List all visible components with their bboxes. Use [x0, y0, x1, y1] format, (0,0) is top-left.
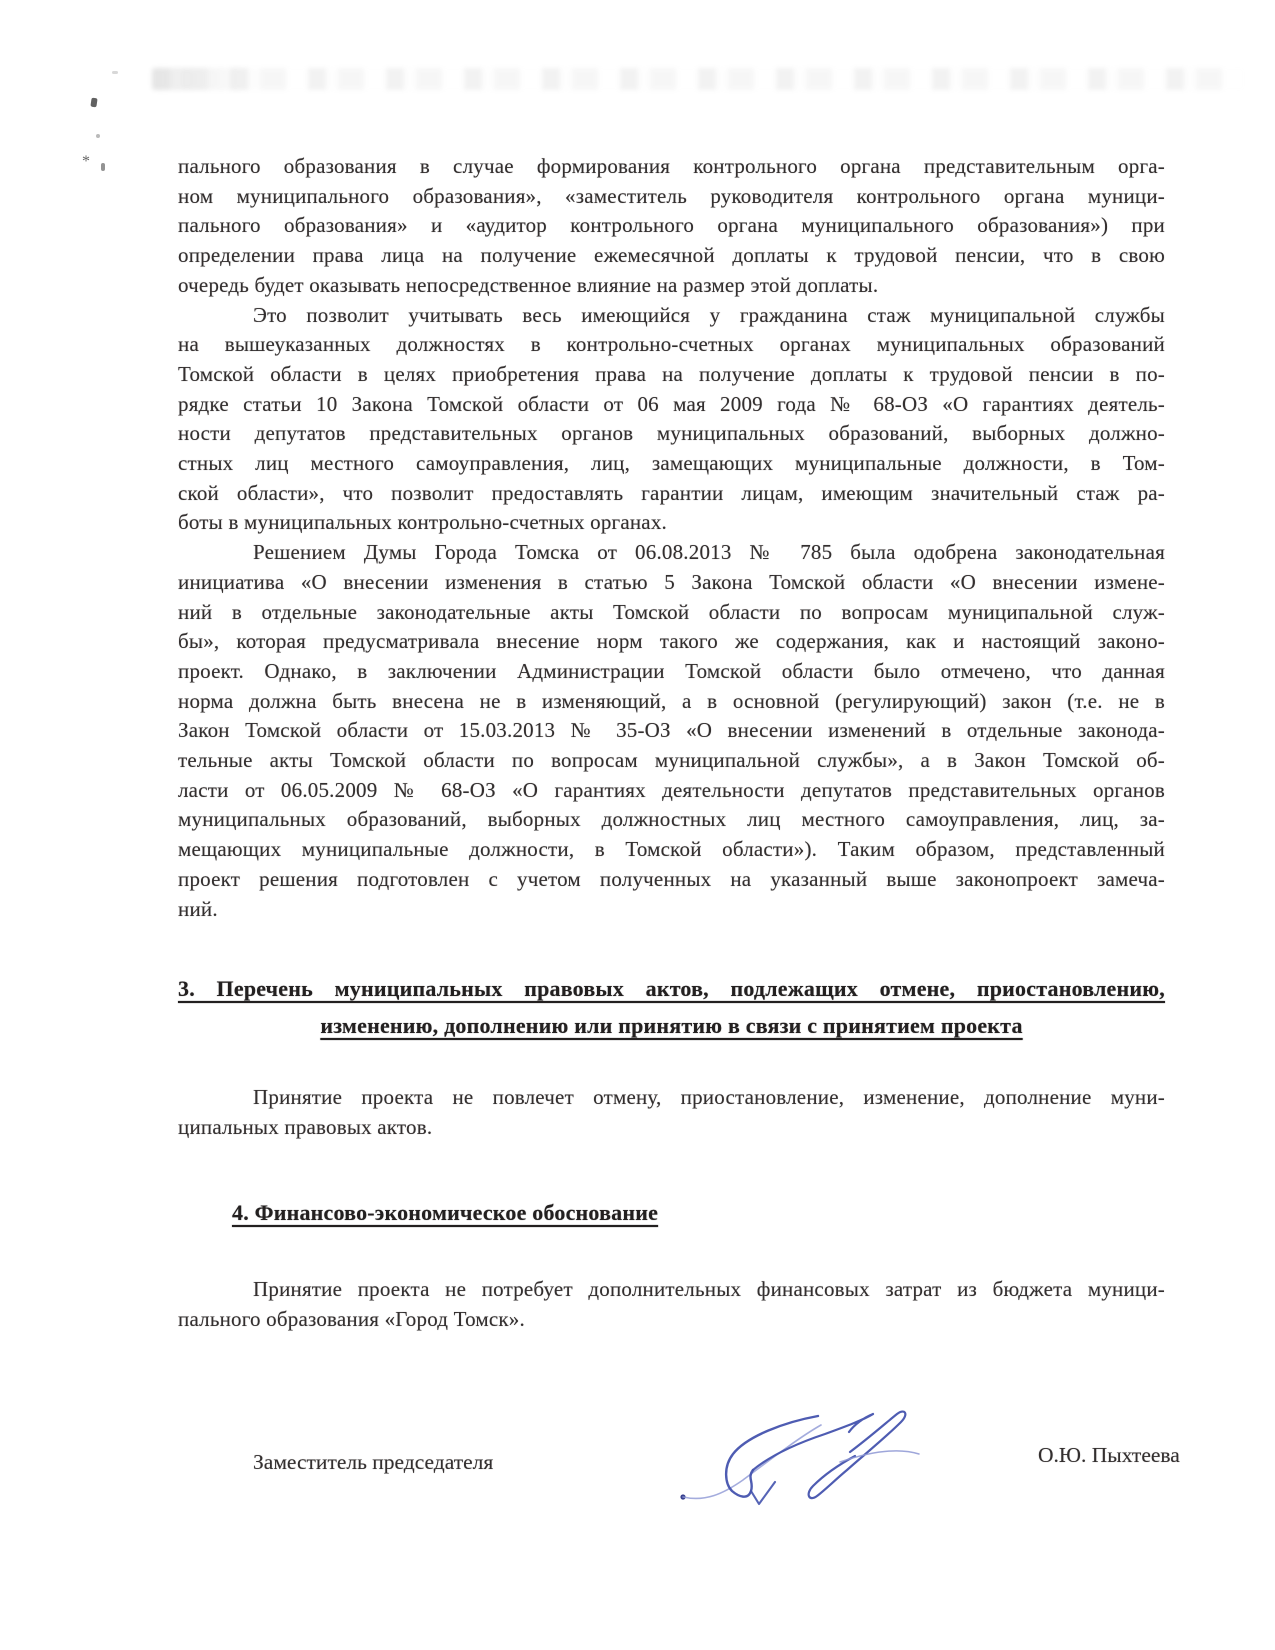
text-line: Принятие проекта не повлечет отмену, приостановление, изменение, дополнение муни-	[253, 1085, 1165, 1109]
text-line: ской области», что позволит предоставлять гарантии лицам, имеющим значительный стаж ра-	[178, 480, 1165, 505]
text-line: ности депутатов представительных органов муниципальных образований, выборных должно-	[178, 421, 1165, 446]
signature-stroke	[840, 1451, 919, 1462]
text-line: мещающих муниципальные должности, в Томской области»). Таким образом, представленный	[178, 837, 1165, 862]
scan-ghost-band	[152, 68, 1244, 90]
text-line: тельные акты Томской области по вопросам муниципальной службы», а в Закон Томской об-	[178, 748, 1165, 773]
text-line: норма должна быть внесена не в изменяющий, а в основной (регулирующий) закон (т.е. не в	[178, 688, 1165, 713]
section-4-heading	[232, 1198, 1165, 1228]
signer-name: О.Ю. Пыхтеева	[1038, 1443, 1180, 1467]
text-line: Томской области в целях приобретения права на получение доплаты к трудовой пенсии в по-	[178, 361, 1165, 386]
text-line: стных лиц местного самоуправления, лиц, замещающих муниципальные должности, в Том-	[178, 451, 1165, 476]
text-line: ласти от 06.05.2009 № 68-ОЗ «О гарантиях деятельности депутатов представительных органов	[178, 777, 1165, 802]
text-line: инициатива «О внесении изменения в статью 5 Закона Томской области «О внесении измене-	[178, 569, 1165, 594]
text-line: ний в отдельные законодательные акты Томской области по вопросам муниципальной служ-	[178, 599, 1165, 624]
text-line: на вышеуказанных должностях в контрольно-счетных органах муниципальных образований	[178, 332, 1165, 357]
text-line: Это позволит учитывать весь имеющийся у гражданина стаж муниципальной службы	[253, 302, 1165, 327]
signer-position-label: Заместитель председателя	[253, 1450, 494, 1474]
text-line: пального образования «Город Томск».	[178, 1306, 525, 1331]
text-line: пального образования в случае формирования контрольного органа представительным орга-	[178, 154, 1165, 178]
text-line: Принятие проекта не потребует дополнительных финансовых затрат из бюджета муници-	[253, 1277, 1165, 1301]
text-line: боты в муниципальных контрольно-счетных органах.	[178, 510, 667, 535]
section-4-heading-text: 4. Финансово-экономическое обоснование	[232, 1200, 659, 1225]
text-line: пального образования» и «аудитор контрольного органа муниципального образования») при	[178, 213, 1165, 238]
scan-asterisk-mark: *	[82, 153, 90, 170]
text-line: очередь будет оказывать непосредственное влияние на размер этой доплаты.	[178, 272, 879, 297]
text-line: ципальных правовых актов.	[178, 1114, 433, 1139]
section-3-heading-line-2: изменению, дополнению или принятию в связи с принятием проекта	[320, 1013, 1023, 1038]
scan-speck	[112, 71, 118, 74]
main-text-block	[178, 152, 1165, 924]
text-line: рядке статьи 10 Закона Томской области от 06 мая 2009 года № 68-ОЗ «О гарантиях деятель-	[178, 391, 1165, 416]
scan-speck	[101, 163, 105, 171]
handwritten-signature	[635, 1392, 935, 1537]
text-line: бы», которая предусматривала внесение норм такого же содержания, как и настоящий законо-	[178, 629, 1165, 654]
text-line: проект. Однако, в заключении Администрации Томской области было отмечено, что данная	[178, 658, 1165, 683]
text-line: Решением Думы Города Томска от 06.08.2013 № 785 была одобрена законодательная	[253, 540, 1165, 565]
section-3-paragraph	[178, 1083, 1165, 1143]
scan-speck	[96, 134, 100, 138]
text-line: Закон Томской области от 15.03.2013 № 35-ОЗ «О внесении изменений в отдельные законода-	[178, 718, 1165, 743]
section-3-heading-line-1: 3. Перечень муниципальных правовых актов, подлежащих отмене, приостановлению,	[178, 976, 1165, 1001]
signature-stroke	[751, 1482, 775, 1504]
text-line: ном муниципального образования», «заместитель руководителя контрольного органа муници-	[178, 183, 1165, 208]
scan-speck	[90, 98, 97, 108]
text-line: определении права лица на получение ежемесячной доплаты к трудовой пенсии, что в свою	[178, 243, 1165, 268]
section-4-paragraph	[178, 1275, 1165, 1335]
text-line: муниципальных образований, выборных должностных лиц местного самоуправления, лиц, за-	[178, 807, 1165, 832]
text-line: проект решения подготовлен с учетом полученных на указанный выше законопроект замеча-	[178, 866, 1165, 891]
text-line: ний.	[178, 896, 218, 921]
section-3-heading	[178, 970, 1165, 1044]
